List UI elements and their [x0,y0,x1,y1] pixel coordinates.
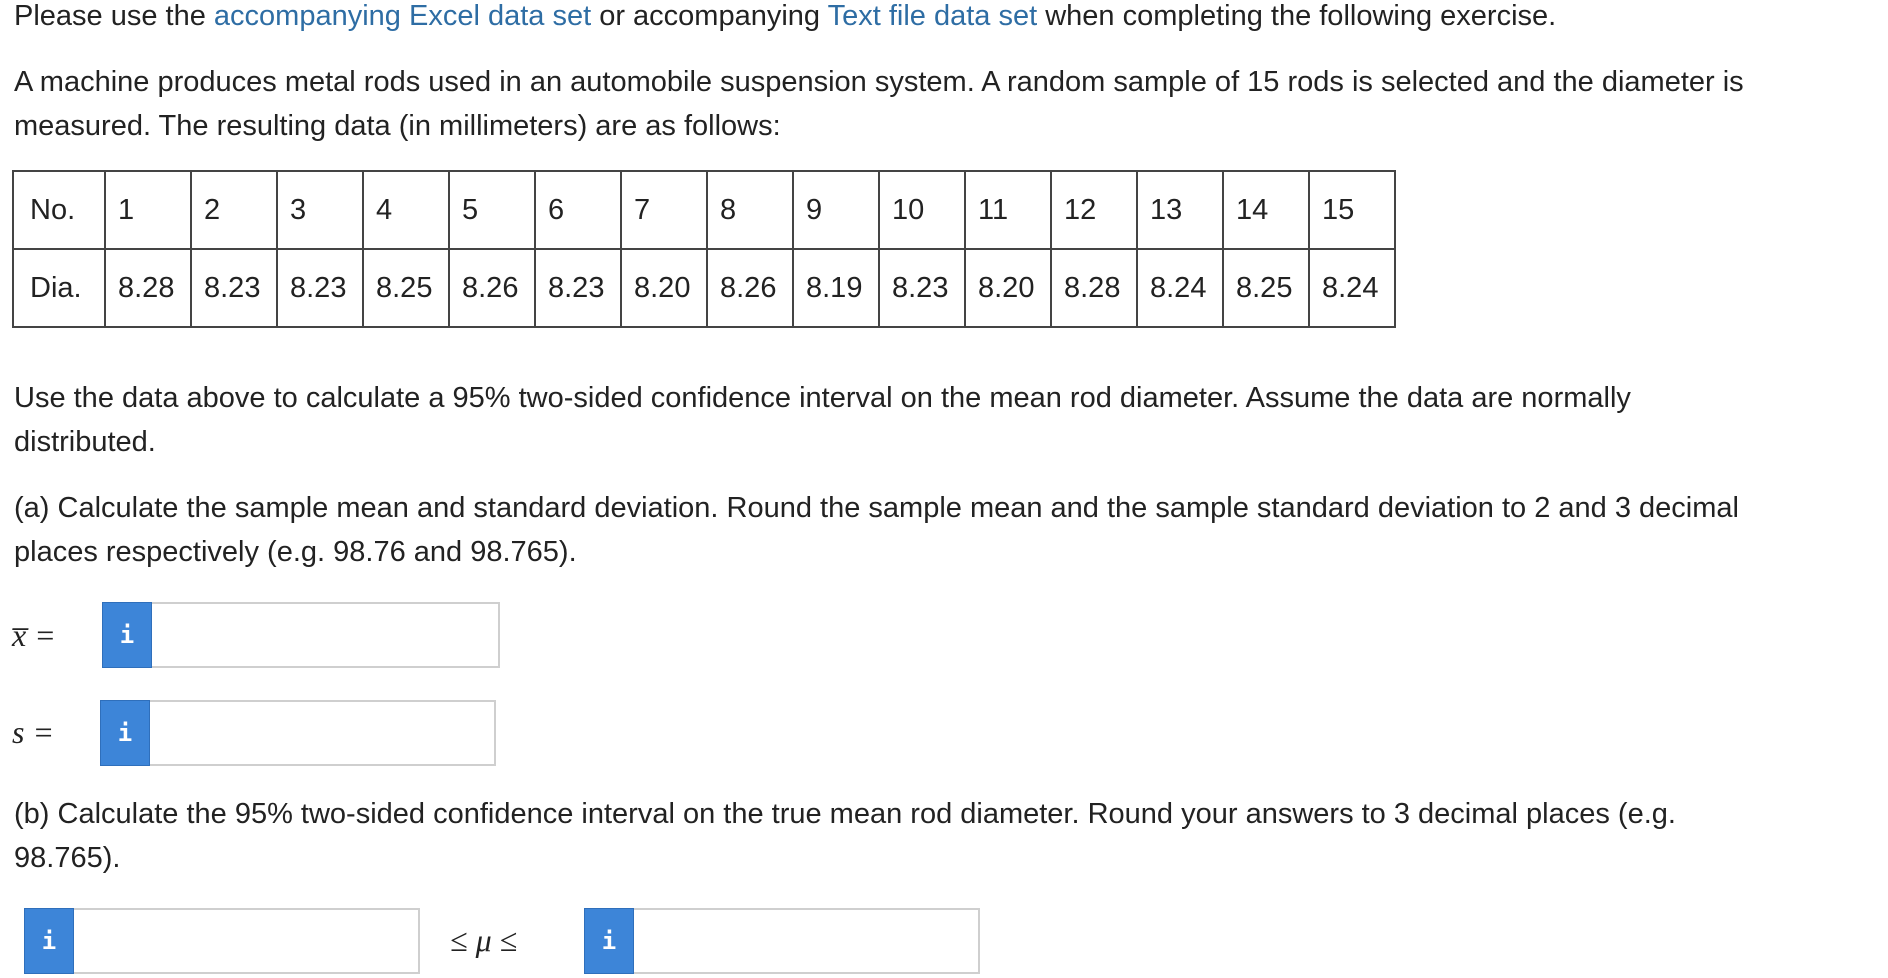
table-cell: 2 [191,171,277,249]
problem-statement: A machine produces metal rods used in an automobile suspension system. A random sample of 15 rods is selected and the diameter is measured. The resulting data (in millimeters) are as follows: [14,66,1744,142]
table-cell: 8.26 [449,249,535,327]
info-icon[interactable]: i [100,700,150,766]
instruction-text: Use the data above to calculate a 95% two-sided confidence interval on the mean rod diameter. Assume the data are normally distributed. [14,382,1631,458]
excel-data-link[interactable]: accompanying Excel data set [213,0,592,32]
table-cell: 3 [277,171,363,249]
sample-mean-input[interactable] [152,602,500,668]
table-cell: 1 [105,171,191,249]
table-cell: 10 [879,171,965,249]
table-cell: 8.23 [191,249,277,327]
table-cell: 8.25 [1223,249,1309,327]
row-label-diameter: Dia. [13,249,105,327]
table-cell: 8.23 [879,249,965,327]
sample-sd-input[interactable] [150,700,496,766]
ci-upper-bound-input[interactable] [634,908,980,974]
table-cell: 8.25 [363,249,449,327]
table-cell: 8.28 [1051,249,1137,327]
table-cell: 9 [793,171,879,249]
part-b-question: (b) Calculate the 95% two-sided confidence interval on the true mean rod diameter. Round your answers to 3 decimal places (e.g. 98.765). [14,798,1676,874]
info-icon[interactable]: i [584,908,634,974]
table-row [13,171,1395,249]
table-cell: 8 [707,171,793,249]
table-cell: 8.24 [1309,249,1395,327]
intro-text: Please use the accompanying Excel data set or accompanying Text file data set when completing the following exercise. [14,0,1557,32]
table-cell: 8.28 [105,249,191,327]
table-cell: 12 [1051,171,1137,249]
mean-symbol: x̅ = [12,617,56,653]
sd-symbol: s = [12,714,55,750]
table-cell: 6 [535,171,621,249]
table-cell: 8.26 [707,249,793,327]
info-icon[interactable]: i [24,908,74,974]
table-cell: 8.23 [535,249,621,327]
table-cell: 15 [1309,171,1395,249]
interval-symbol: ≤ μ ≤ [450,922,518,958]
text-file-data-link[interactable]: Text file data set [827,0,1038,32]
table-cell: 11 [965,171,1051,249]
info-icon[interactable]: i [102,602,152,668]
table-cell: 8.24 [1137,249,1223,327]
table-cell: 7 [621,171,707,249]
table-row [13,249,1395,327]
table-cell: 4 [363,171,449,249]
table-cell: 8.23 [277,249,363,327]
table-cell: 8.19 [793,249,879,327]
data-table [12,170,1396,328]
part-a-question: (a) Calculate the sample mean and standard deviation. Round the sample mean and the sample standard deviation to 2 and 3 decimal places respectively (e.g. 98.76 and 98.765). [14,492,1739,568]
table-cell: 8.20 [621,249,707,327]
table-cell: 8.20 [965,249,1051,327]
ci-lower-bound-input[interactable] [74,908,420,974]
row-label-number: No. [13,171,105,249]
table-cell: 14 [1223,171,1309,249]
table-cell: 5 [449,171,535,249]
table-cell: 13 [1137,171,1223,249]
